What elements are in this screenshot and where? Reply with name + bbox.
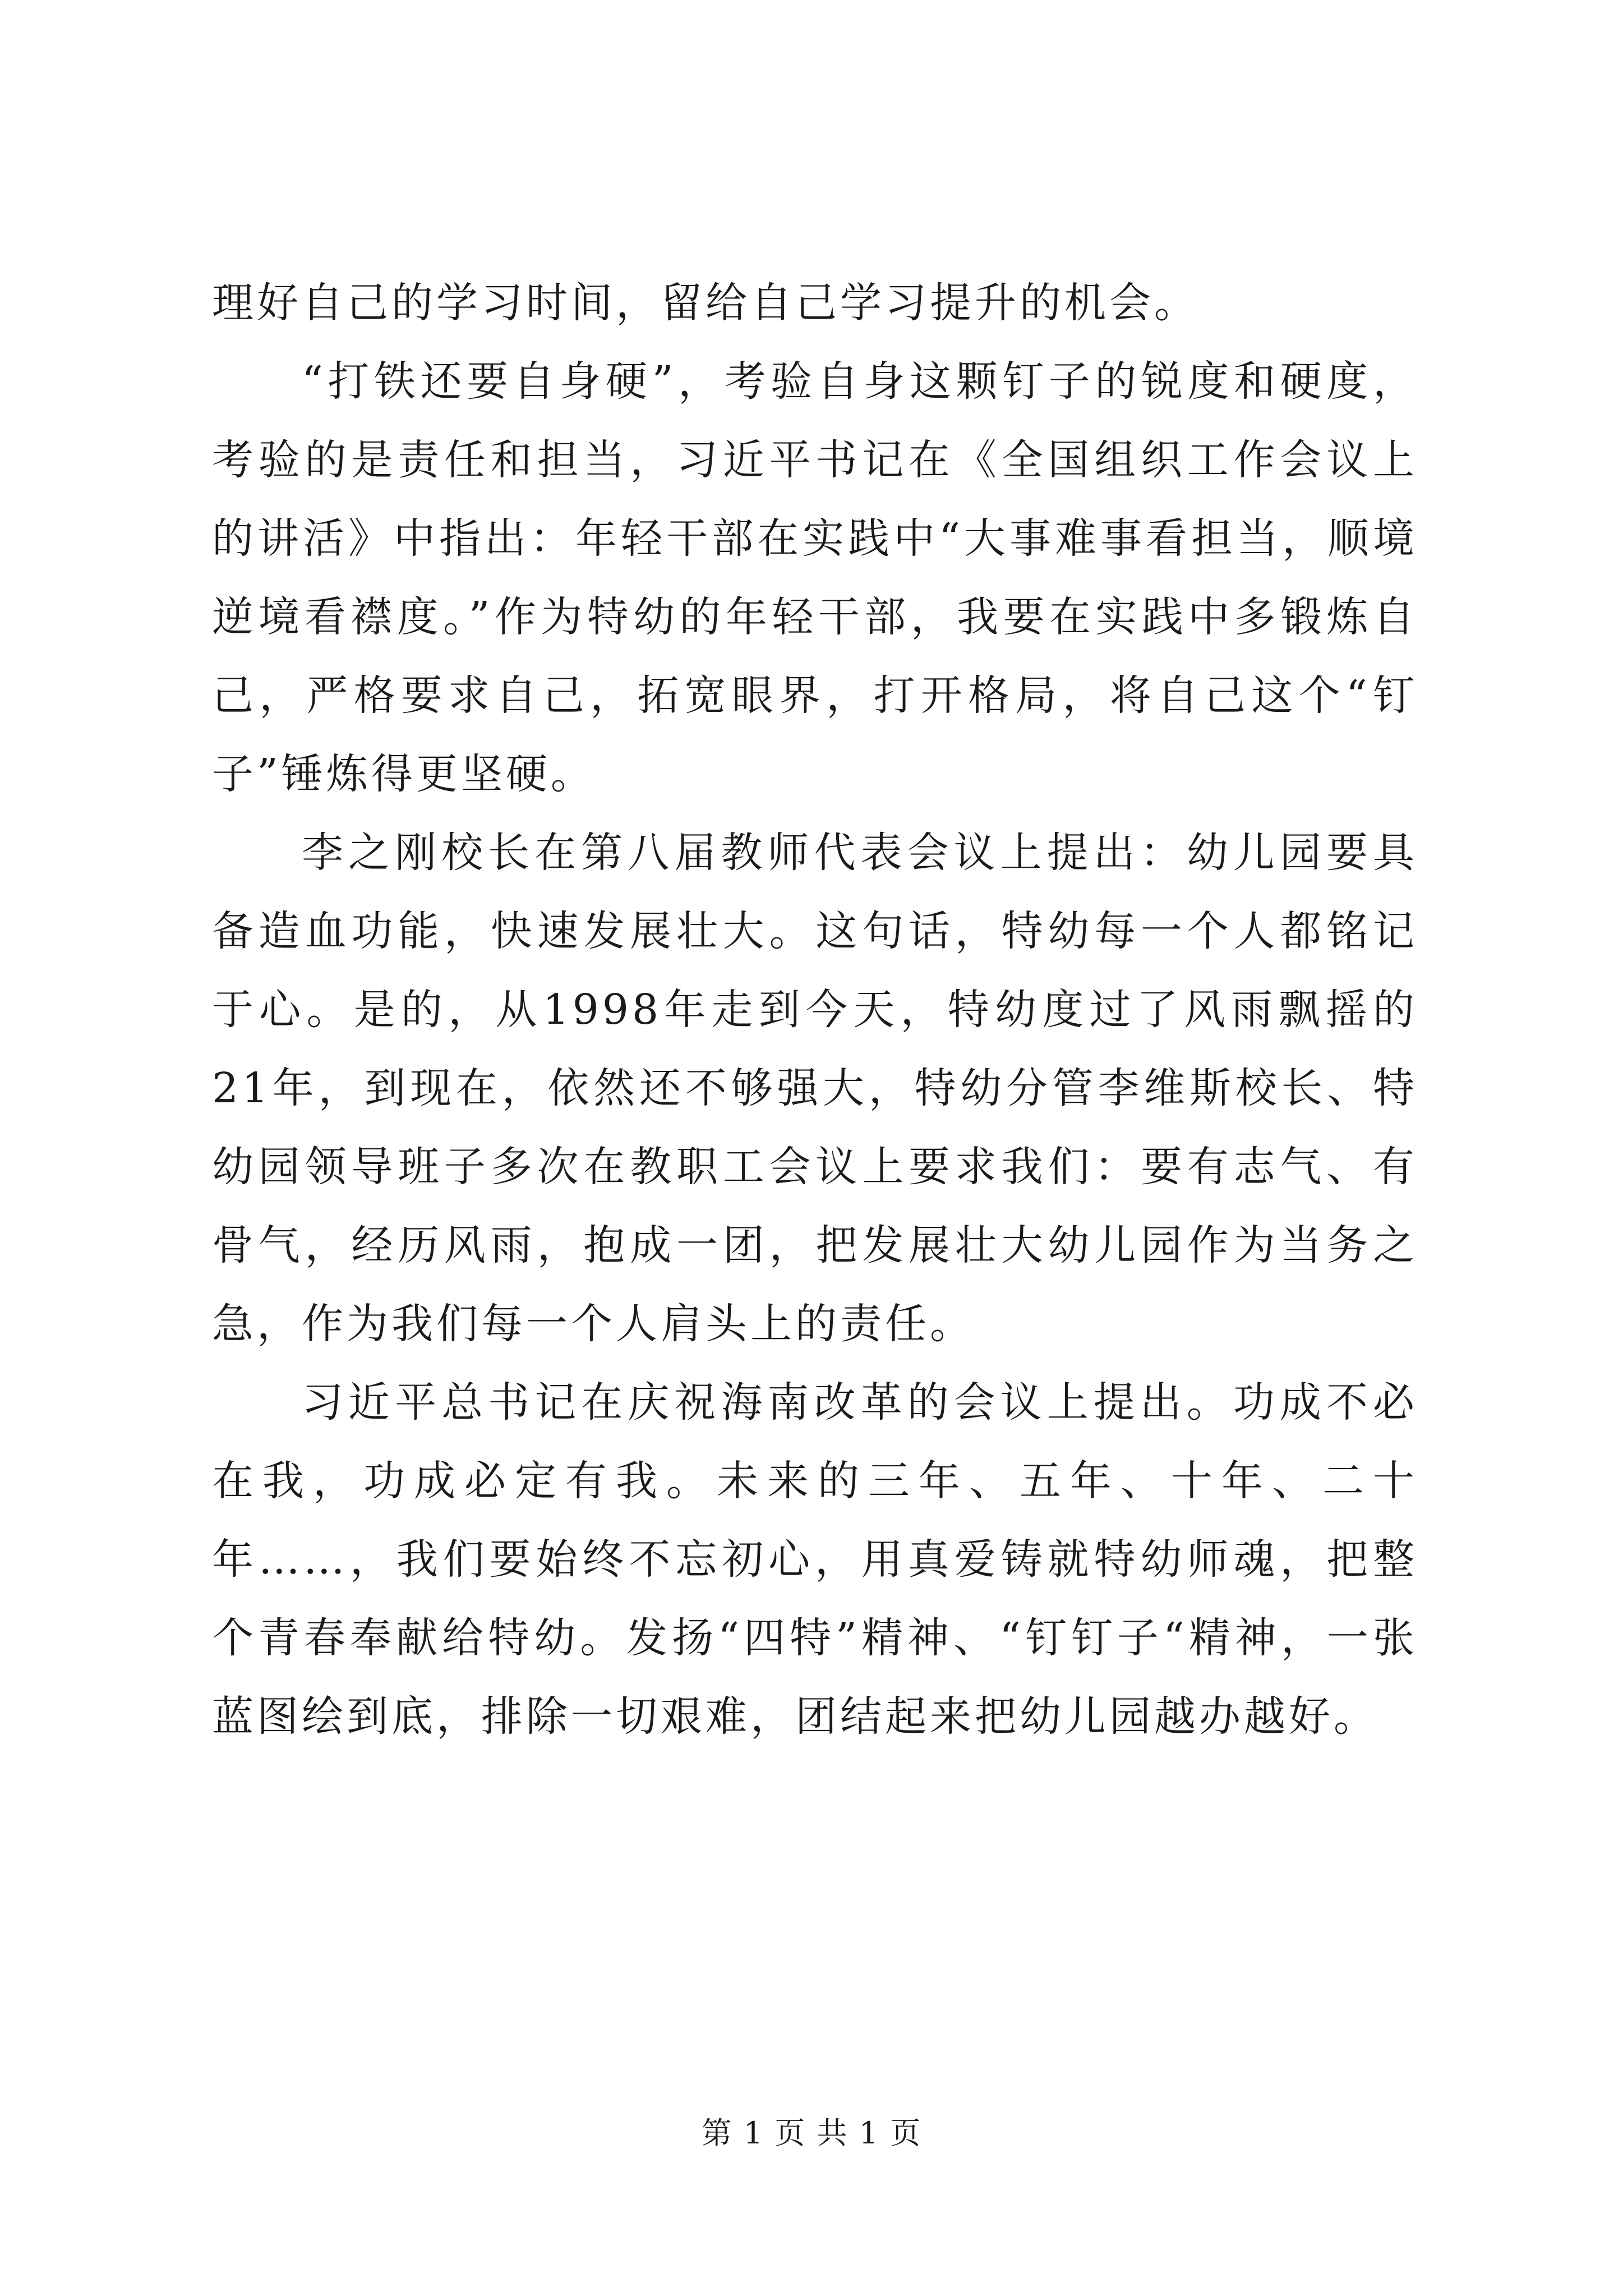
document-body (212, 264, 1418, 1756)
paragraph-development: 李之刚校长在第八届教师代表会议上提出：幼儿园要具备造血功能，快速发展壮大。这句话，特幼每一个人都铭记于心。是的，从1998年走到今天，特幼度过了风雨飘摇的21年，到现在，依然还不够强大，特幼分管李维斯校长、特幼园领导班子多次在教职工会议上要求我们：要有志气、有骨气，经历风雨，抱成一团，把发展壮大幼儿园作为当务之急，作为我们每一个人肩头上的责任。 (212, 829, 1418, 1348)
paragraph-commitment: 习近平总书记在庆祝海南改革的会议上提出。功成不必在我，功成必定有我。未来的三年、五年、十年、二十年……，我们要始终不忘初心，用真爱铸就特幼师魂，把整个青春奉献给特幼。发扬“四特”精神、“钉钉子“精神，一张蓝图绘到底，排除一切艰难，团结起来把幼儿园越办越好。 (212, 1378, 1418, 1741)
paragraph-continuation: 理好自己的学习时间，留给自己学习提升的机会。 (212, 279, 1199, 327)
page-footer: 第 1 页 共 1 页 (701, 2115, 922, 2151)
paragraph-responsibility: “打铁还要自身硬”，考验自身这颗钉子的锐度和硬度，考验的是责任和担当，习近平书记在《全国组织工作会议上的讲活》中指出：年轻干部在实践中“大事难事看担当，顺境逆境看襟度。”作为特幼的年轻干部，我要在实践中多锻炼自己，严格要求自己，拓宽眼界，打开格局，将自己这个“钉子”锤炼得更坚硬。 (212, 357, 1418, 798)
